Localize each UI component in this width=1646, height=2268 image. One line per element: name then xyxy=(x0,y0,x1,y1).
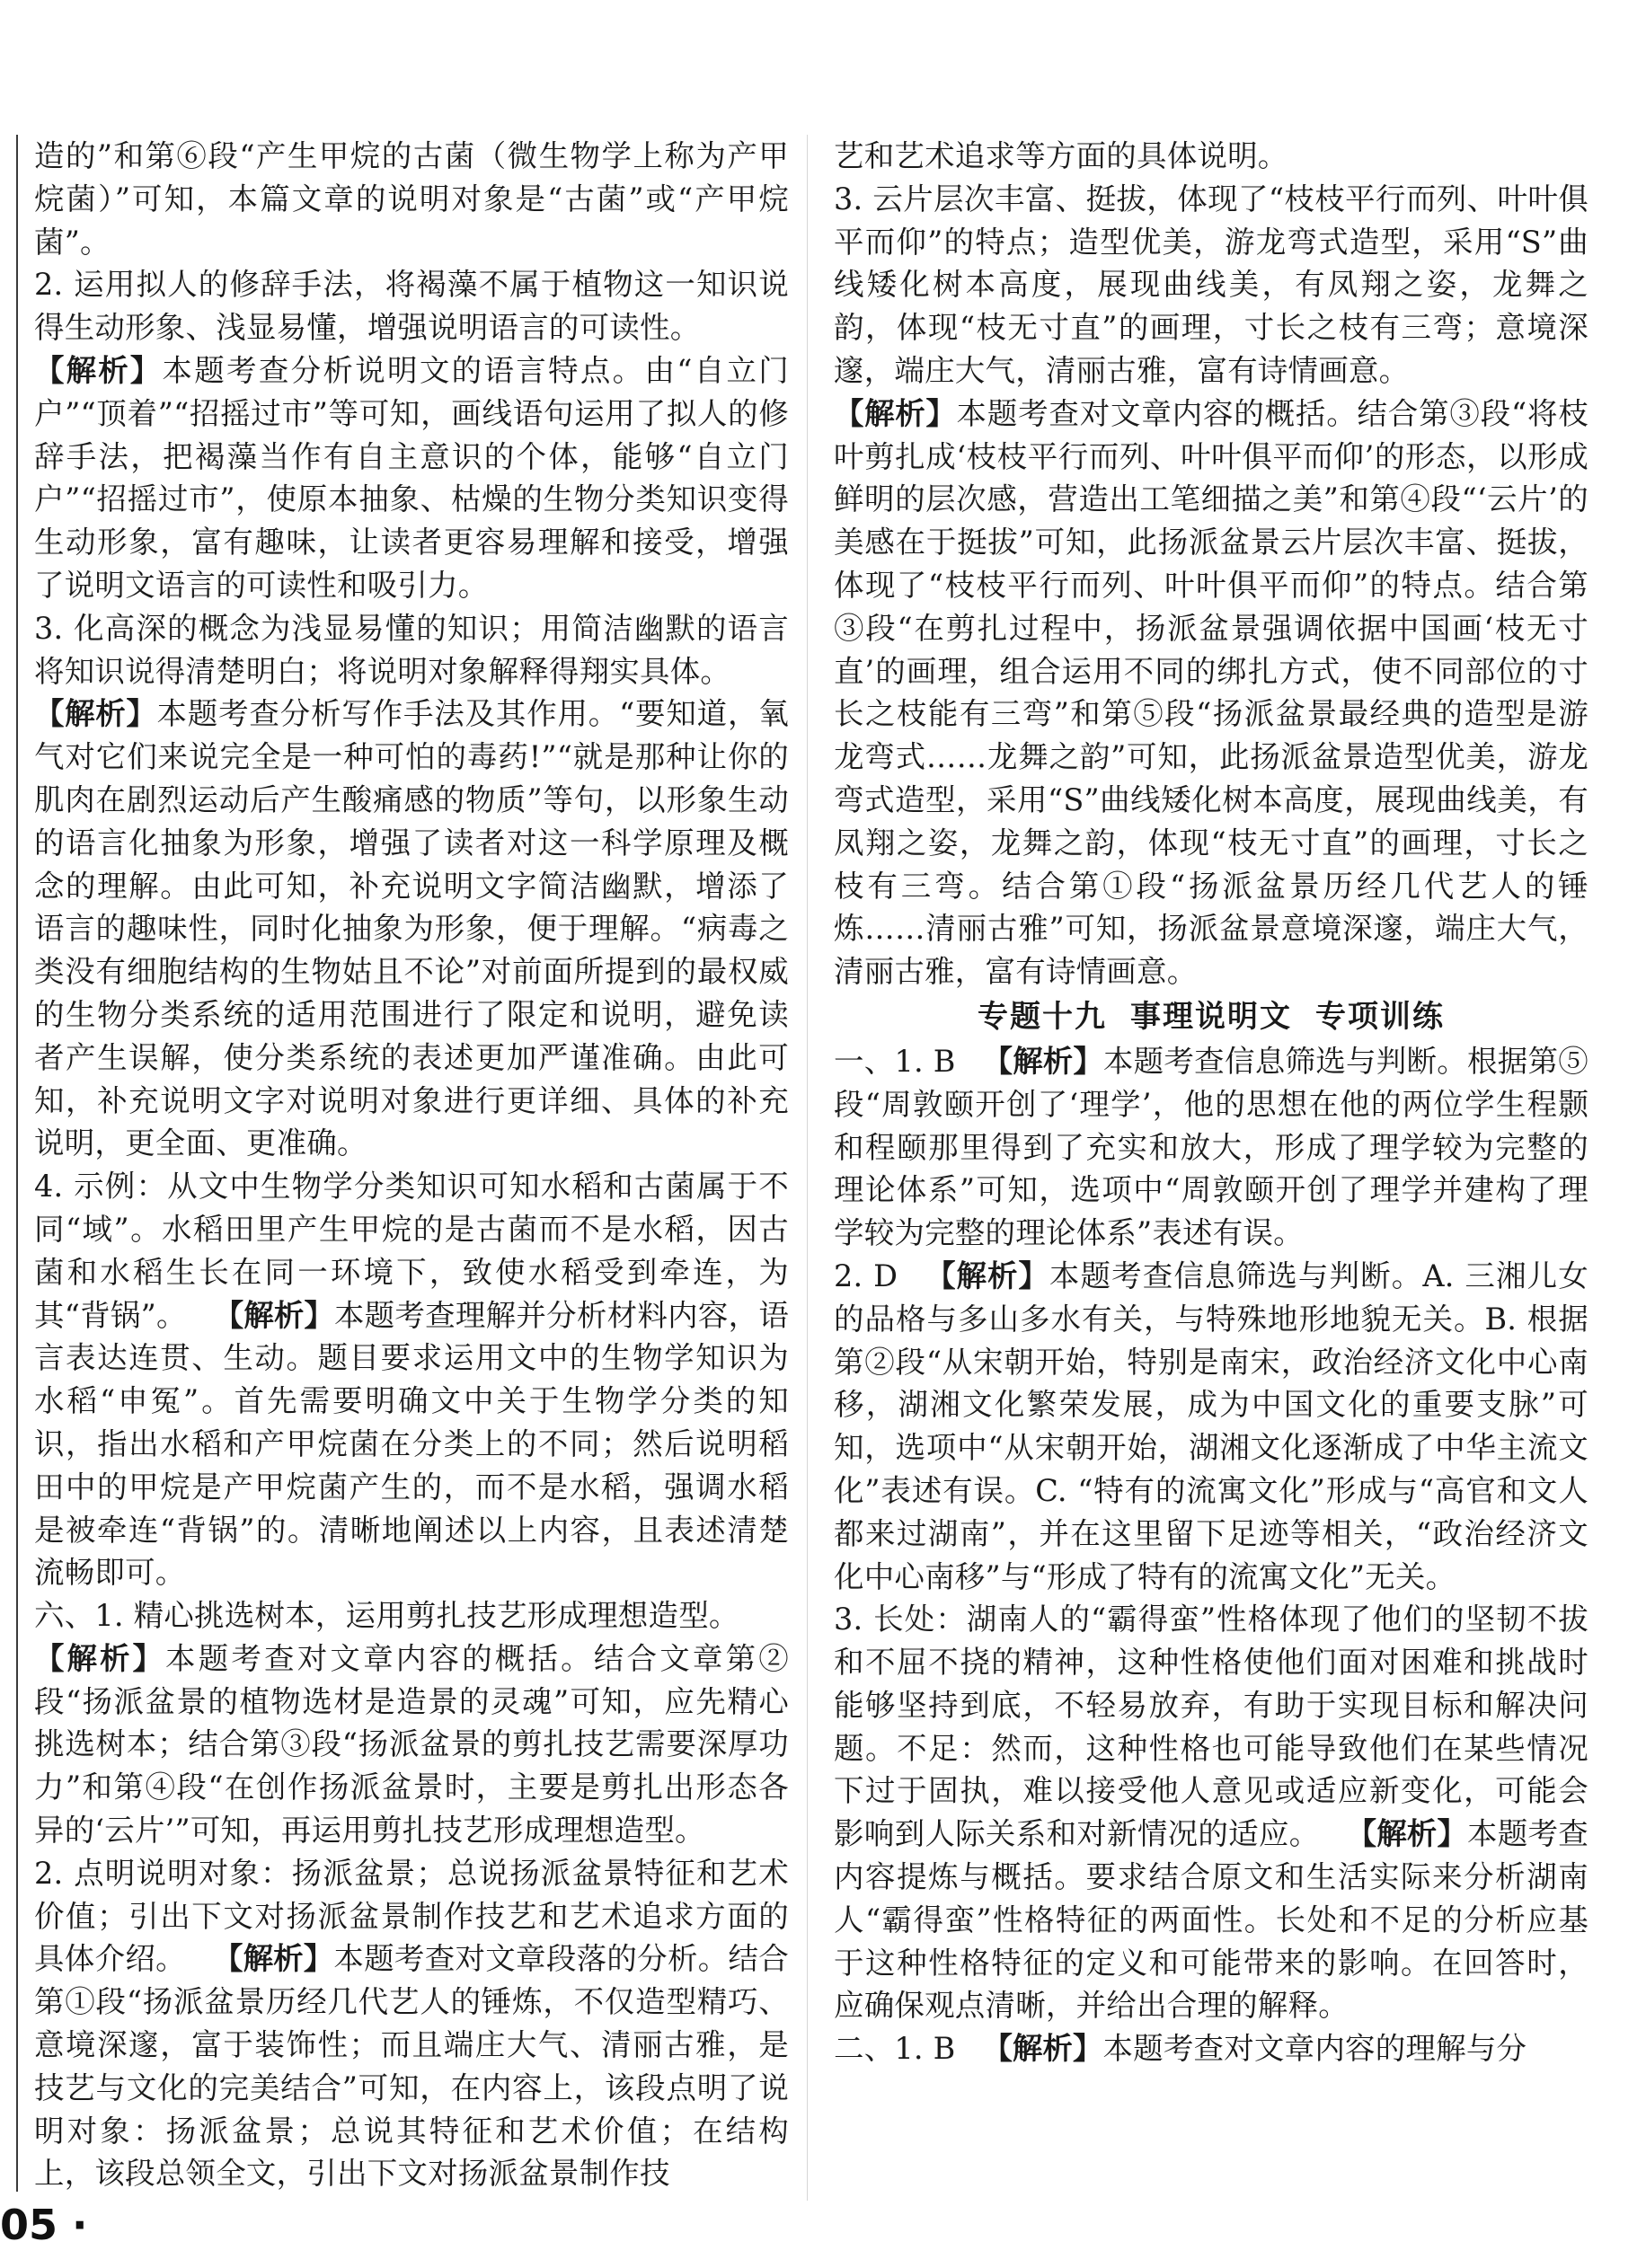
section-title-part: 专题十九 xyxy=(978,998,1107,1035)
answer-item xyxy=(834,1040,1588,1255)
paragraph: 艺和艺术追求等方面的具体说明。 xyxy=(834,138,1288,173)
section-title-part: 专项训练 xyxy=(1315,998,1445,1035)
analysis-paragraph xyxy=(34,1637,789,1852)
analysis-tag: 【解析】 xyxy=(1346,1816,1467,1852)
analysis-tag: 【解析】 xyxy=(834,395,957,431)
analysis-tag: 【解析】 xyxy=(925,1258,1049,1293)
analysis-text: 本题考查理解并分析材料内容，语言表达连贯、生动。题目要求运用文中的生物学知识为水稻“申冤”。首先需要明确文中关于生物学分类的知识，指出水稻和产甲烷菌在分类上的不同；然后说明稻田中的甲烷是产甲烷菌产生的，而不是水稻，强调水稻是被牵连“背锅”的。清晰地阐述以上内容，且表述清楚流畅即可。 xyxy=(34,1297,790,1591)
answer-item: 3. 云片层次丰富、挺拔，体现了“枝枝平行而列、叶叶俱平而仰”的特点；造型优美，游龙弯式造型，采用“S”曲线矮化树本高度，展现曲线美，有凤翔之姿，龙舞之韵，体现“枝无寸直”的画理，寸长之枝有三弯；意境深邃，端庄大气，清丽古雅，富有诗情画意。 xyxy=(834,181,1588,388)
section-title xyxy=(834,993,1588,1040)
question-number: 一、1. B xyxy=(834,1043,956,1079)
answer-item: 六、1. 精心挑选树本，运用剪扎技艺形成理想造型。 xyxy=(34,1598,739,1634)
analysis-text: 本题考查内容提炼与概括。要求结合原文和生活实际来分析湖南人“霸得蛮”性格特征的两面性。长处和不足的分析应基于这种性格特征的定义和可能带来的影响。在回答时，应确保观点清晰，并给出合理的解释。 xyxy=(834,1816,1589,2024)
analysis-tag: 【解析】 xyxy=(982,2031,1103,2067)
analysis-paragraph xyxy=(34,349,789,607)
answer-item: 2. 运用拟人的修辞手法，将褐藻不属于植物这一知识说得生动形象、浅显易懂，增强说明语言的可读性。 xyxy=(34,267,789,346)
answer-item: 3. 化高深的概念为浅显易懂的知识；用简洁幽默的语言将知识说得清楚明白；将说明对象解释得翔实具体。 xyxy=(34,610,789,689)
analysis-text: 本题考查信息筛选与判断。A. 三湘儿女的品格与多山多水有关，与特殊地形地貌无关。B. 根据第②段“从宋朝开始，特别是南宋，政治经济文化中心南移，湖湘文化繁荣发展，成为中国文化的重要支脉”可知，选项中“从宋朝开始，湖湘文化逐渐成了中华主流文化”表述有误。C. “特有的流寓文化”形成与“高官和文人都来过湖南”，并在这里留下足迹等相关，“政治经济文化中心南移”与“形成了特有的流寓文化”无关。 xyxy=(834,1258,1589,1594)
answer-item xyxy=(834,1255,1588,1598)
section-title-part: 事理说明文 xyxy=(1130,998,1292,1035)
analysis-tag: 【解析】 xyxy=(213,1297,334,1333)
column-divider xyxy=(807,135,808,2201)
answer-text: 4. 示例：从文中生物学分类知识可知水稻和古菌属于不同“域”。水稻田里产生甲烷的是古菌而不是水稻，因古菌和水稻生长在同一环境下，致使水稻受到牵连，为其“背锅”。 xyxy=(34,1169,789,1333)
answer-item xyxy=(34,1165,789,1594)
analysis-text: 本题考查对文章内容的概括。结合文章第②段“扬派盆景的植物选材是造景的灵魂”可知，应先精心挑选树本；结合第③段“扬派盆景的剪扎技艺需要深厚功力”和第④段“在创作扬派盆景时，主要是剪扎出形态各异的‘云片’”可知，再运用剪扎技艺形成理想造型。 xyxy=(34,1640,789,1849)
analysis-tag: 【解析】 xyxy=(34,352,163,388)
analysis-tag: 【解析】 xyxy=(34,696,157,732)
analysis-text: 本题考查信息筛选与判断。根据第⑤段“周敦颐开创了‘理学’，他的思想在他的两位学生程颢和程颐那里得到了充实和放大，形成了理学较为完整的理论体系”可知，选项中“周敦颐开创了理学并建构了理学较为完整的理论体系”表述有误。 xyxy=(834,1043,1588,1251)
analysis-text: 本题考查对文章段落的分析。结合第①段“扬派盆景历经几代艺人的锤炼，不仅造型精巧、意境深邃，富于装饰性；而且端庄大气、清丽古雅，是技艺与文化的完美结合”可知，在内容上，该段点明了说明对象：扬派盆景；总说其特征和艺术价值；在结构上，该段总领全文，引出下文对扬派盆景制作技 xyxy=(34,1941,790,2192)
answer-item xyxy=(834,2027,1588,2070)
question-number: 2. D xyxy=(834,1258,898,1293)
answer-item xyxy=(34,1852,789,2195)
analysis-text: 本题考查对文章内容的概括。结合第③段“将枝叶剪扎成‘枝枝平行而列、叶叶俱平而仰’的形态，以形成鲜明的层次感，营造出工笔细描之美”和第④段“‘云片’的美感在于挺拔”可知，此扬派盆景云片层次丰富、挺拔，体现了“枝枝平行而列、叶叶俱平而仰”的特点。结合第③段“在剪扎过程中，扬派盆景强调依据中国画‘枝无寸直’的画理，组合运用不同的绑扎方式，使不同部位的寸长之枝能有三弯”和第⑤段“扬派盆景最经典的造型是游龙弯式……龙舞之韵”可知，此扬派盆景造型优美，游龙弯式造型，采用“S”曲线矮化树本高度，展现曲线美，有凤翔之姿，龙舞之韵，体现“枝无寸直”的画理，寸长之枝有三弯。结合第①段“扬派盆景历经几代艺人的锤炼……清丽古雅”可知，扬派盆景意境深邃，端庄大气，清丽古雅，富有诗情画意。 xyxy=(834,395,1589,990)
answer-text: 2. 点明说明对象：扬派盆景；总说扬派盆景特征和艺术价值；引出下文对扬派盆景制作技艺和艺术追求方面的具体介绍。 xyxy=(34,1855,789,1977)
analysis-text: 本题考查分析写作手法及其作用。“要知道，氧气对它们来说完全是一种可怕的毒药!”“就是那种让你的肌肉在剧烈运动后产生酸痛感的物质”等句，以形象生动的语言化抽象为形象，增强了读者对这一科学原理及概念的理解。由此可知，补充说明文字简洁幽默，增添了语言的趣味性，同时化抽象为形象，便于理解。“病毒之类没有细胞结构的生物姑且不论”对前面所提到的最权威的生物分类系统的适用范围进行了限定和说明，避免读者产生误解，使分类系统的表述更加严谨准确。由此可知，补充说明文字对说明对象进行更详细、具体的补充说明，更全面、更准确。 xyxy=(34,696,790,1161)
question-number: 二、1. B xyxy=(834,2031,956,2067)
analysis-tag: 【解析】 xyxy=(34,1640,165,1676)
analysis-tag: 【解析】 xyxy=(982,1043,1103,1079)
right-column xyxy=(834,135,1588,2070)
answer-item xyxy=(834,1598,1588,2027)
page-number: 05 · xyxy=(0,2201,88,2249)
left-margin-rule xyxy=(16,135,18,2192)
analysis-paragraph xyxy=(834,393,1588,993)
analysis-tag: 【解析】 xyxy=(212,1941,334,1977)
paragraph: 造的”和第⑥段“产生甲烷的古菌（微生物学上称为产甲烷菌）”可知，本篇文章的说明对象是“古菌”或“产甲烷菌”。 xyxy=(34,138,789,260)
left-column xyxy=(34,135,789,2195)
answer-text: 3. 长处：湖南人的“霸得蛮”性格体现了他们的坚韧不拔和不屈不挠的精神，这种性格使他们面对困难和挑战时能够坚持到底，不轻易放弃，有助于实现目标和解决问题。不足：然而，这种性格也可能导致他们在某些情况下过于固执，难以接受他人意见或适应新变化，可能会影响到人际关系和对新情况的适应。 xyxy=(834,1602,1588,1852)
analysis-text: 本题考查分析说明文的语言特点。由“自立门户”“顶着”“招摇过市”等可知，画线语句运用了拟人的修辞手法，把褐藻当作有自主意识的个体，能够“自立门户”“招摇过市”，使原本抽象、枯燥的生物分类知识变得生动形象，富有趣味，让读者更容易理解和接受，增强了说明文语言的可读性和吸引力。 xyxy=(34,352,789,603)
analysis-paragraph xyxy=(34,693,789,1165)
analysis-text: 本题考查对文章内容的理解与分 xyxy=(1102,2031,1527,2067)
